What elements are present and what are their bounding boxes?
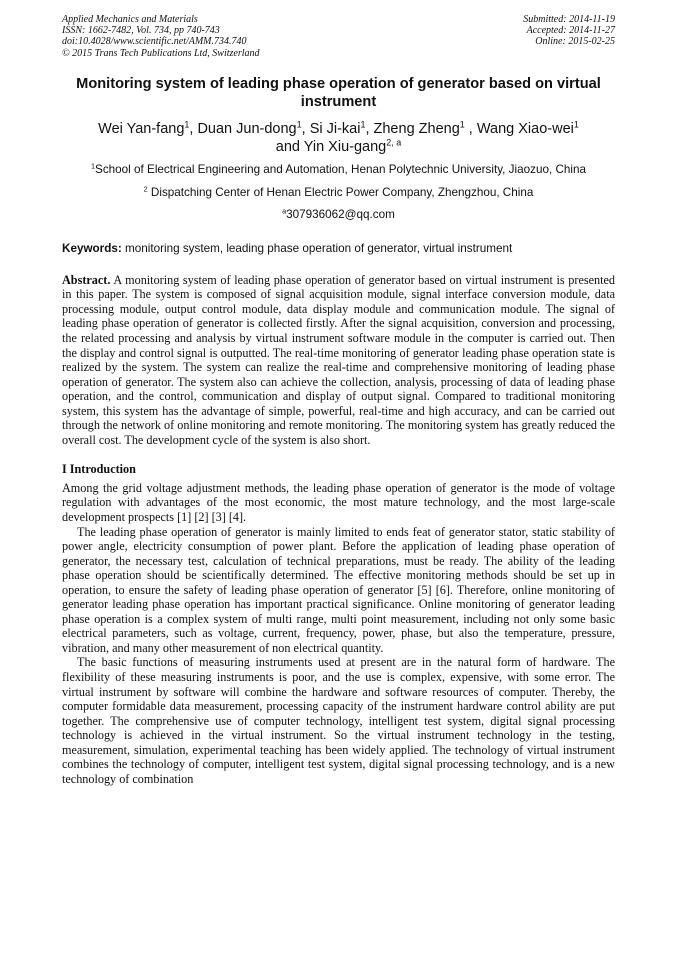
- affiliation-2: [62, 186, 615, 200]
- affiliation-mark: 2: [143, 184, 148, 194]
- submitted-date: Submitted: 2014-11-19: [523, 14, 615, 25]
- affiliation-mark: 1: [91, 161, 96, 171]
- author-mark: 1: [296, 119, 302, 130]
- email-mark: a: [282, 206, 287, 216]
- author-mark: 1: [360, 119, 366, 130]
- author-name: Zheng Zheng: [373, 120, 460, 137]
- author-name: Yin Xiu-gang: [303, 138, 387, 155]
- keywords-text: monitoring system, leading phase operation of generator, virtual instrument: [125, 241, 513, 255]
- author-name: Duan Jun-dong: [197, 120, 297, 137]
- section-heading: I Introduction: [62, 462, 136, 477]
- email-text: 307936062@qq.com: [286, 207, 395, 221]
- publication-info: [62, 14, 260, 59]
- affiliation-text: School of Electrical Engineering and Automation, Henan Polytechnic University, Jiaozuo, China: [95, 162, 586, 176]
- accepted-date: Accepted: 2014-11-27: [526, 25, 615, 37]
- copyright-line: © 2015 Trans Tech Publications Ltd, Switzerland: [62, 47, 260, 59]
- paper-page: [62, 14, 615, 786]
- doi-line: doi:10.4028/www.scientific.net/AMM.734.740: [62, 36, 247, 48]
- keywords: [62, 242, 615, 256]
- issn-line: ISSN: 1662-7482, Vol. 734, pp 740-743: [62, 25, 220, 37]
- abstract: [62, 273, 615, 448]
- abstract-label: Abstract.: [62, 272, 111, 287]
- online-date: Online: 2015-02-25: [535, 36, 615, 48]
- keywords-label: Keywords:: [62, 241, 122, 255]
- author-mark: 1: [184, 119, 190, 130]
- paragraph: The basic functions of measuring instruments used at present are in the natural form of hardware. The flexibility of these measuring instruments is poor, and the use is complex, expensive, with some error. The virtual instrument by software will combine the hardware and software resources of computer. Thereby, the computer formidable data measurement, processing capacity of the instrument hardware control ability are put together. The comprehensive use of computer technology, intelligent test system, digital signal processing technology is achieved in the virtual instrument. So the virtual instrument technology in the testing, measurement, simulation, experimental teaching has been widely applied. The technology of virtual instrument combines the technology of computer, intelligent test system, digital signal processing technology, and is a new technology of combination: [62, 655, 615, 786]
- author-mark: 2, a: [386, 137, 402, 148]
- author-email: [62, 208, 615, 222]
- affiliation-text: Dispatching Center of Henan Electric Power Company, Zhengzhou, China: [150, 185, 534, 199]
- author-name: Si Ji-kai: [309, 120, 361, 137]
- dates-info: [523, 14, 615, 59]
- journal-name: Applied Mechanics and Materials: [62, 14, 198, 25]
- author-list: Wei Yan-fang$^1$, Duan Jun-dong$^1$, Si Ji-kai$^1$, Zheng Zheng$^1$ , Wang Xiao-wei$^1$ and Yin Xiu-gang$^{2, a}$: [98, 119, 579, 155]
- paragraph: The leading phase operation of generator is mainly limited to ends feat of generator stator, static stability of power angle, electricity consumption of power plant. Before the application of leading phase operation of generator, the necessary test, calculation of technical preparations, must be ready. The ability of the leading phase operation should be scientifically determined. The effective monitoring methods should be set up in operation, to ensure the safety of leading phase operation of generator [5] [6]. Therefore, online monitoring of generator leading phase operation has important practical significance. Online monitoring of generator leading phase operation is a complex system of multi range, multi point measurement, including not only some basic electrical parameters, such as voltage, current, frequency, power, phase, but also the temperature, pressure, vibration, and many other measurement of non electrical quantity.: [62, 524, 615, 655]
- author-name: Wei Yan-fang: [98, 120, 185, 137]
- author-mark: 1: [573, 119, 579, 130]
- author-mark: 1: [459, 119, 465, 130]
- affiliation-1: [62, 163, 615, 177]
- author-name: Wang Xiao-wei: [476, 120, 574, 137]
- paragraph: Among the grid voltage adjustment methods, the leading phase operation of generator is the mode of voltage regulation with advantages of the most economic, the most mature technology, and the most large-scale development prospects [1] [2] [3] [4].: [62, 480, 615, 524]
- running-header: [62, 14, 615, 59]
- paper-title: Monitoring system of leading phase operation of generator based on virtual instrument: [76, 75, 601, 110]
- abstract-text: A monitoring system of leading phase operation of generator based on virtual instrument is presented in this paper. The system is composed of signal acquisition module, signal interface conversion module, data processing module, output control module, data display module and communication module. The signal of leading phase operation of generator is collected firstly. After the signal acquisition, conversion and processing, the related processing and analysis by virtual instrument software module in the computer is carried out. Then the display and control signal is outputted. The real-time monitoring of generator leading phase operation state is realized by the system. The system can realize the real-time and comprehensive monitoring of leading phase operation of generator. The system also can achieve the collection, analysis, processing of data of leading phase operation, and the control, communication and display of output signal. Compared to traditional monitoring system, this system has the advantage of simple, powerful, real-time and high accuracy, and can be carried out through the network of online monitoring and remote monitoring. The monitoring system has greatly reduced the overall cost. The development cycle of the system is also short.: [62, 272, 616, 447]
